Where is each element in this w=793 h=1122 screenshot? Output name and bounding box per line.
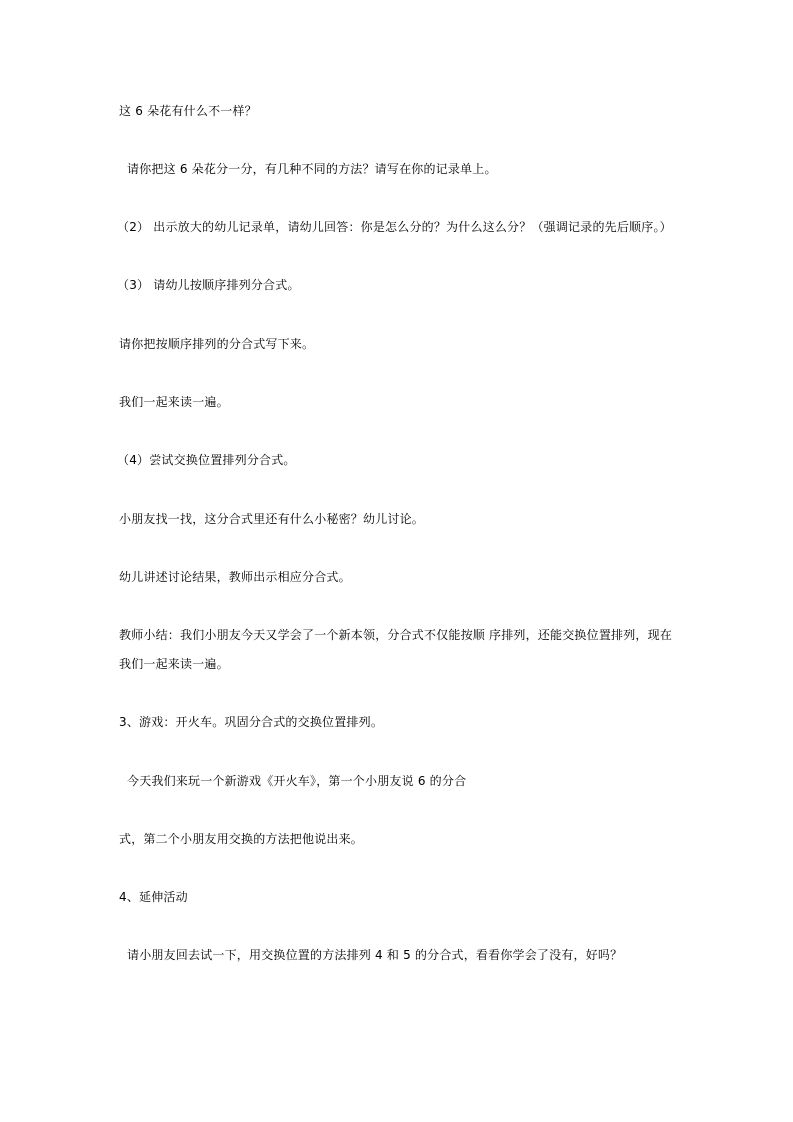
paragraph-line: 教师小结：我们小朋友今天又学会了一个新本领，分合式不仅能按顺 序排列，还能交换位置排列，现在 xyxy=(119,628,673,642)
section-heading: 3、游戏：开火车。巩固分合式的交换位置排列。 xyxy=(119,715,384,729)
paragraph-line: 我们一起来读一遍。 xyxy=(119,395,229,409)
paragraph-line: （2） 出示放大的幼儿记录单，请幼儿回答：你是怎么分的？为什么这么分？（强调记录的先后顺序。） xyxy=(117,220,672,234)
paragraph-line: 我们一起来读一遍。 xyxy=(119,657,229,671)
paragraph-line: 小朋友找一找，这分合式里还有什么小秘密？幼儿讨论。 xyxy=(119,512,425,526)
paragraph-line: 请小朋友回去试一下，用交换位置的方法排列 4 和 5 的分合式，看看你学会了没有，好吗？ xyxy=(127,948,623,962)
paragraph-line: 请你把这 6 朵花分一分，有几种不同的方法？请写在你的记录单上。 xyxy=(127,162,497,176)
paragraph-line: 请你把按顺序排列的分合式写下来。 xyxy=(119,337,315,351)
paragraph-line: 幼儿讲述讨论结果，教师出示相应分合式。 xyxy=(119,570,351,584)
paragraph-line: 今天我们来玩一个新游戏《开火车》，第一个小朋友说 6 的分合 xyxy=(127,774,467,788)
paragraph-line: 式，第二个小朋友用交换的方法把他说出来。 xyxy=(119,832,364,846)
paragraph-line: （3） 请幼儿按顺序排列分合式。 xyxy=(117,278,300,292)
section-heading: 4、延伸活动 xyxy=(119,890,188,904)
paragraph-line: 这 6 朵花有什么不一样？ xyxy=(119,104,257,118)
paragraph-line: （4）尝试交换位置排列分合式。 xyxy=(117,453,296,467)
